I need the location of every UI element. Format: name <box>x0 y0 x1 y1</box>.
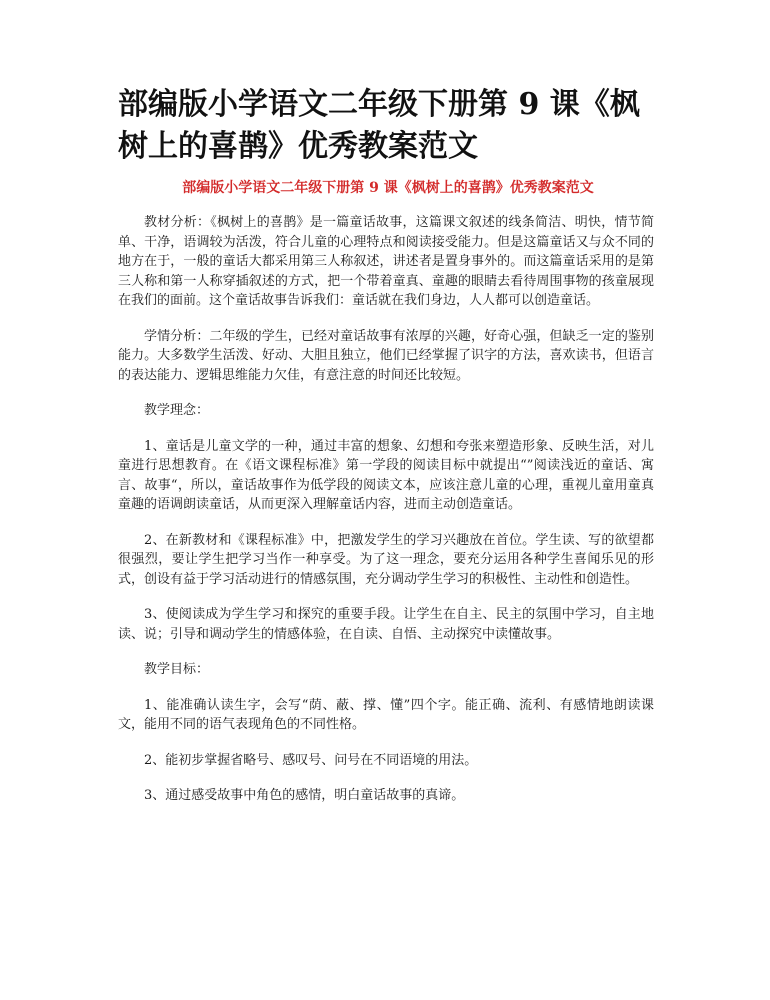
document-body <box>118 213 654 822</box>
paragraph-goal-2: 2、能初步掌握省略号、感叹号、问号在不同语境的用法。 <box>144 752 478 768</box>
paragraph-philosophy-1: 1、童话是儿童文学的一种，通过丰富的想象、幻想和夸张来塑造形象、反映生活，对儿童进行思想教育。在《语文课程标准》第一学段的阅读目标中就提出“”阅读浅近的童话、寓言、故事“，所以，童话故事作为低学段的阅读文本，应该注意儿童的心理，重视儿童用童真童趣的语调朗读童话，从而更深入理解童话内容，进而主动创造童话。 <box>118 438 654 512</box>
document-subtitle: 部编版小学语文二年级下册第 9 课《枫树上的喜鹊》优秀教案范文 <box>182 180 594 196</box>
heading-teaching-goals: 教学目标： <box>144 662 210 677</box>
paragraph-goal-1: 1、能准确认读生字，会写“荫、蔽、撑、懂”四个字。能正确、流利、有感情地朗读课文，能用不同的语气表现角色的不同性格。 <box>118 697 654 732</box>
heading-teaching-philosophy: 教学理念： <box>144 403 210 418</box>
paragraph-philosophy-3: 3、使阅读成为学生学习和探究的重要手段。让学生在自主、民主的氛围中学习，自主地读、说；引导和调动学生的情感体验，在自读、自悟、主动探究中读懂故事。 <box>118 607 654 642</box>
document-title: 部编版小学语文二年级下册第 9 课《枫树上的喜鹊》优秀教案范文 <box>118 87 640 164</box>
paragraph-student-analysis: 学情分析：二年级的学生，已经对童话故事有浓厚的兴趣，好奇心强，但缺乏一定的鉴别能力。大多数学生活泼、好动、大胆且独立，他们已经掌握了识字的方法，喜欢读书，但语言的表达能力、逻辑思维能力欠佳，有意注意的时间还比较短。 <box>118 328 654 383</box>
paragraph-philosophy-2: 2、在新教材和《课程标准》中，把激发学生的学习兴趣放在首位。学生读、写的欲望都很强烈，要让学生把学习当作一种享受。为了这一理念，要充分运用各种学生喜闻乐见的形式，创设有益于学习活动进行的情感氛围，充分调动学生学习的积极性、主动性和创造性。 <box>118 532 654 587</box>
paragraph-goal-3: 3、通过感受故事中角色的感情，明白童话故事的真谛。 <box>144 788 465 803</box>
paragraph-textbook-analysis: 教材分析：《枫树上的喜鹊》是一篇童话故事，这篇课文叙述的线条简洁、明快，情节简单、干净，语调较为活泼，符合儿童的心理特点和阅读接受能力。但是这篇童话又与众不同的地方在于，一般的童话大都采用第三人称叙述，讲述者是置身事外的。而这篇童话采用的是第三人称和第一人称穿插叙述的方式，把一个带着童真、童趣的眼睛去看待周围事物的孩童展现在我们的面前。这个童话故事告诉我们：童话就在我们身边，人人都可以创造童话。 <box>118 215 654 308</box>
